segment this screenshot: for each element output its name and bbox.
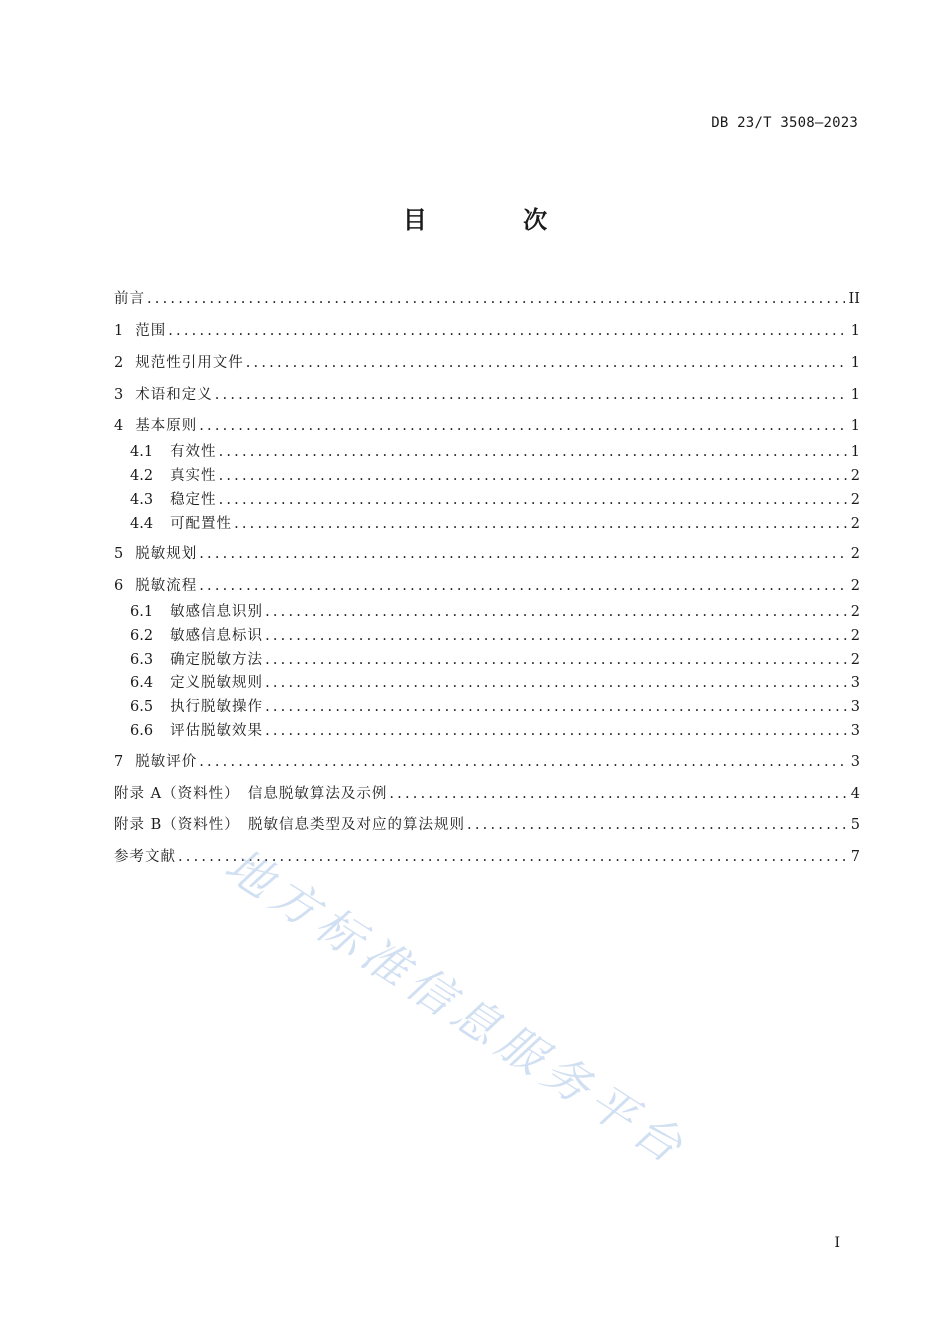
toc-entry-page: 5 (850, 817, 860, 833)
toc-entry-6-3[interactable] (130, 649, 860, 671)
toc-entry-label: 执行脱敏操作 (170, 699, 264, 715)
toc-entry-label: 范围 (135, 323, 167, 339)
toc-entry-label: 敏感信息识别 (170, 604, 264, 620)
document-code: DB 23/T 3508—2023 (711, 115, 858, 131)
watermark-text: 地方标准信息服务平台 (215, 837, 698, 1177)
toc-entry-page: 2 (850, 604, 860, 620)
toc-entry-number: 6.6 (130, 723, 154, 739)
leader-dots (199, 415, 847, 437)
toc-entry-page: 2 (850, 516, 860, 532)
toc-entry-number: 4.4 (130, 516, 154, 532)
leader-dots (168, 320, 847, 342)
toc-entry-page: 7 (850, 849, 860, 865)
leader-dots (234, 513, 847, 535)
toc-entry-number: 3 (114, 387, 124, 403)
toc-entry-6-1[interactable] (130, 601, 860, 623)
toc-entry-page: 3 (850, 675, 860, 691)
toc-entry-page: 3 (850, 723, 860, 739)
toc-entry-6-4[interactable] (130, 672, 860, 694)
toc-entry-label: 参考文献 (114, 849, 176, 865)
toc-entry-label: 脱敏评价 (135, 754, 198, 770)
toc-entry-page: 1 (850, 418, 860, 434)
toc-entry-number: 1 (114, 323, 124, 339)
toc-entry-number: 6.2 (130, 628, 154, 644)
leader-dots (265, 601, 847, 623)
toc-entry-page: 4 (850, 786, 860, 802)
toc-entry-page: 1 (850, 355, 860, 371)
toc-entry-4-4[interactable] (130, 513, 860, 535)
toc-entry-page: 2 (850, 468, 860, 484)
leader-dots (215, 384, 847, 406)
leader-dots (467, 814, 847, 836)
toc-entry-page: 2 (850, 628, 860, 644)
toc-entry-3[interactable] (114, 384, 860, 406)
toc-entry-5[interactable] (114, 543, 860, 565)
toc-entry-7[interactable] (114, 751, 860, 773)
toc-entry-page: 3 (850, 754, 860, 770)
toc-entry-page: 1 (850, 387, 860, 403)
toc-entry-4-3[interactable] (130, 489, 860, 511)
toc-entry-number: 4.2 (130, 468, 154, 484)
toc-entry-label: 脱敏流程 (135, 578, 198, 594)
toc-entry-number: 5 (114, 546, 124, 562)
toc-entry-number: 2 (114, 355, 124, 371)
toc-entry-label: 稳定性 (170, 492, 217, 508)
toc-entry-label: 规范性引用文件 (135, 355, 244, 371)
toc-entry-6[interactable] (114, 575, 860, 597)
toc-entry-references[interactable] (114, 846, 860, 868)
leader-dots (219, 441, 847, 463)
toc-entry-4[interactable] (114, 415, 860, 437)
toc-entry-label: 真实性 (170, 468, 217, 484)
toc-entry-6-2[interactable] (130, 625, 860, 647)
toc-entry-1[interactable] (114, 320, 860, 342)
toc-entry-foreword[interactable] (114, 288, 860, 310)
toc-entry-number: 6 (114, 578, 124, 594)
toc-entry-2[interactable] (114, 352, 860, 374)
toc-entry-page: 1 (850, 323, 860, 339)
toc-entry-label: 术语和定义 (135, 387, 213, 403)
leader-dots (265, 672, 847, 694)
toc-entry-label: 附录 A（资料性） 信息脱敏算法及示例 (114, 786, 388, 802)
leader-dots (265, 625, 847, 647)
toc-entry-label: 附录 B（资料性） 脱敏信息类型及对应的算法规则 (114, 817, 466, 833)
toc-entry-number: 7 (114, 754, 124, 770)
leader-dots (265, 720, 847, 742)
toc-entry-label: 有效性 (170, 444, 217, 460)
leader-dots (219, 489, 847, 511)
toc-entry-page: 2 (850, 546, 860, 562)
toc-entry-page: 2 (850, 652, 860, 668)
leader-dots (199, 543, 847, 565)
toc-entry-label: 前言 (114, 291, 145, 307)
toc-entry-appendix-a[interactable] (114, 783, 860, 805)
toc-entry-number: 4 (114, 418, 124, 434)
leader-dots (199, 575, 847, 597)
toc-entry-page: 1 (850, 444, 860, 460)
toc-entry-page: 2 (850, 492, 860, 508)
toc-entry-number: 6.3 (130, 652, 154, 668)
leader-dots (265, 649, 847, 671)
toc-entry-6-5[interactable] (130, 696, 860, 718)
toc-entry-number: 6.1 (130, 604, 154, 620)
toc-entry-appendix-b[interactable] (114, 814, 860, 836)
toc-entry-page: 2 (850, 578, 860, 594)
toc-entry-label: 基本原则 (135, 418, 198, 434)
toc-entry-page: II (848, 291, 860, 307)
leader-dots (147, 288, 845, 310)
toc-entry-6-6[interactable] (130, 720, 860, 742)
toc-entry-label: 可配置性 (170, 516, 233, 532)
toc-entry-number: 4.1 (130, 444, 154, 460)
toc-entry-label: 确定脱敏方法 (170, 652, 264, 668)
leader-dots (219, 465, 847, 487)
toc-entry-number: 4.3 (130, 492, 154, 508)
leader-dots (265, 696, 847, 718)
toc-entry-number: 6.4 (130, 675, 154, 691)
leader-dots (199, 751, 847, 773)
toc-entry-4-1[interactable] (130, 441, 860, 463)
leader-dots (246, 352, 847, 374)
toc-entry-label: 评估脱敏效果 (170, 723, 264, 739)
leader-dots (389, 783, 846, 805)
toc-entry-label: 脱敏规划 (135, 546, 198, 562)
page-title: 目 次 (402, 206, 592, 234)
toc-entry-4-2[interactable] (130, 465, 860, 487)
footer-page-number: I (834, 1235, 840, 1251)
leader-dots (178, 846, 847, 868)
toc-entry-page: 3 (850, 699, 860, 715)
toc-entry-number: 6.5 (130, 699, 154, 715)
toc-entry-label: 定义脱敏规则 (170, 675, 264, 691)
toc-entry-label: 敏感信息标识 (170, 628, 264, 644)
